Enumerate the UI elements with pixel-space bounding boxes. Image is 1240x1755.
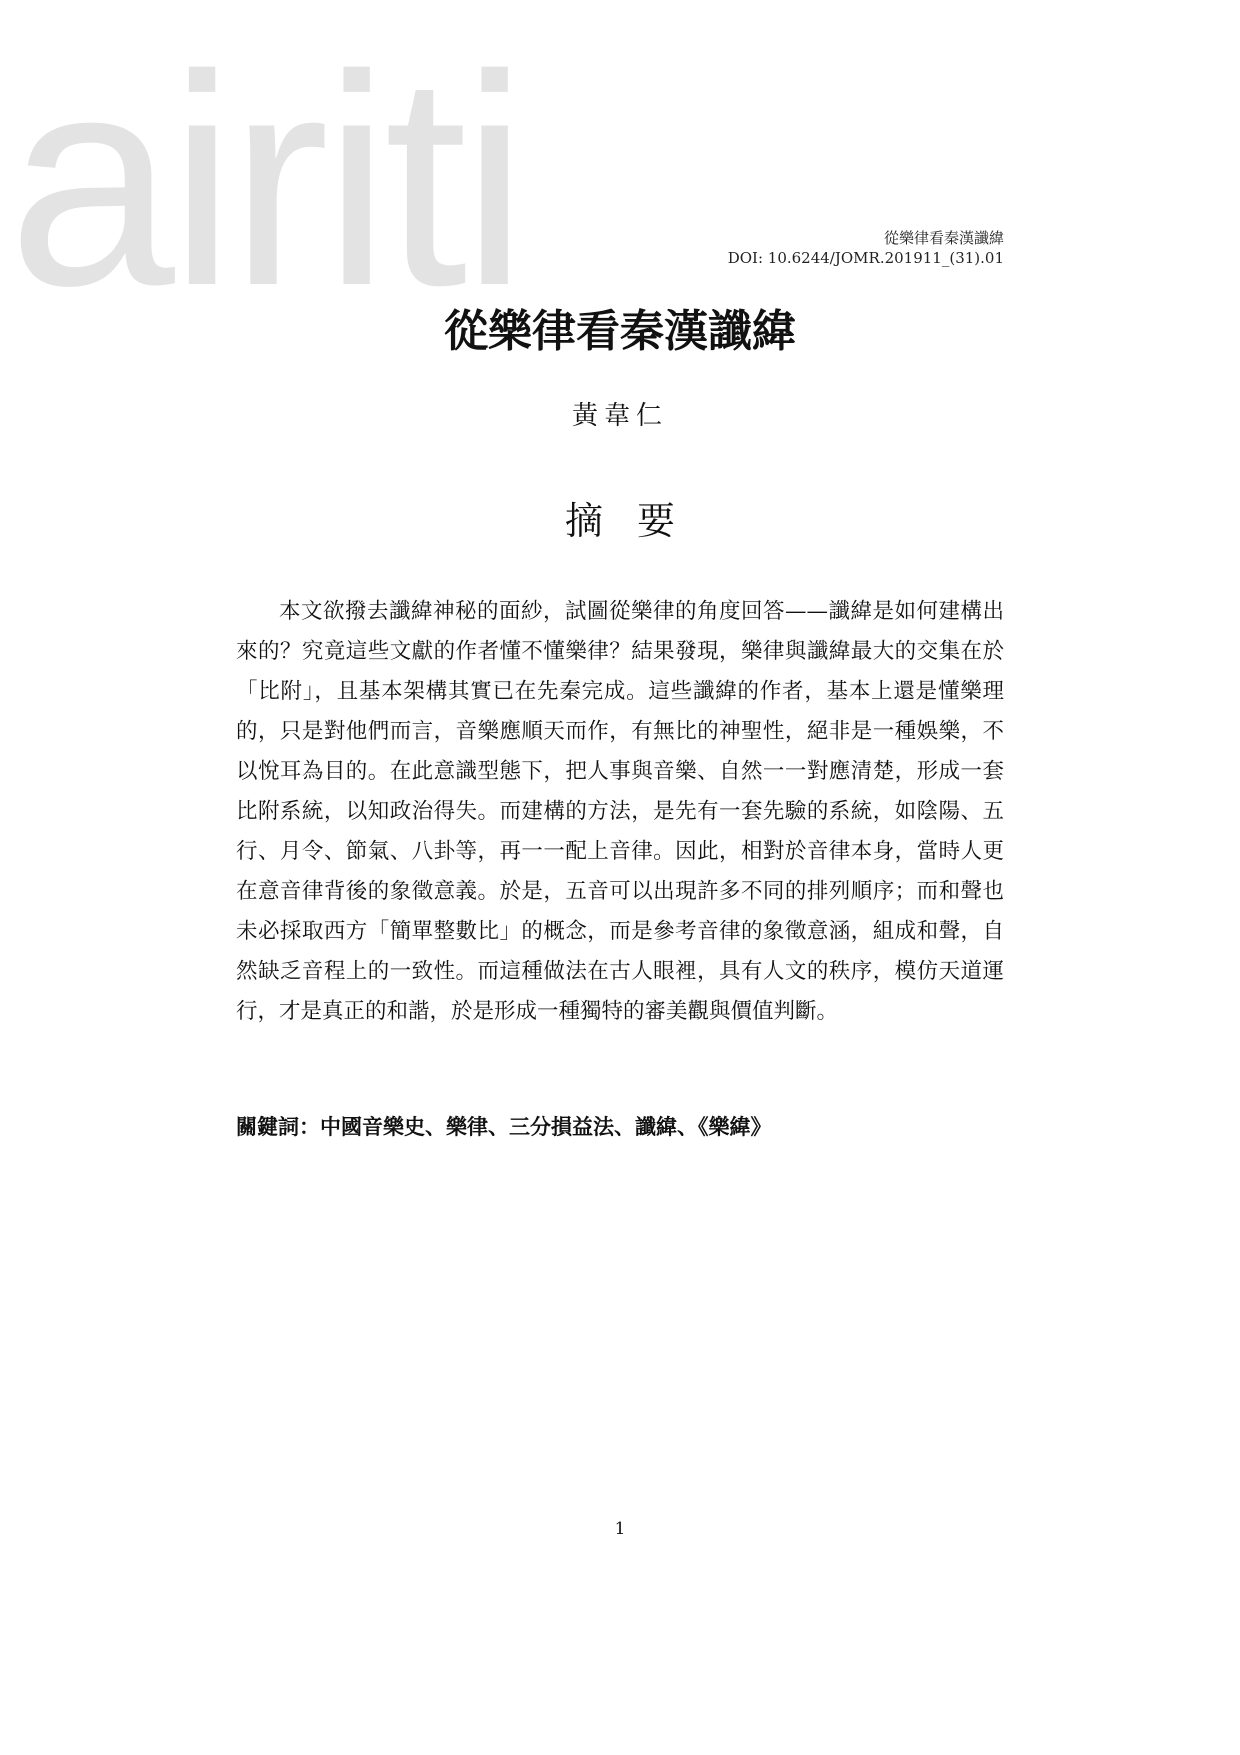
running-head-title: 從樂律看秦漢讖緯	[883, 229, 1004, 247]
page-number: 1	[614, 1519, 626, 1539]
abstract-body: 本文欲撥去讖緯神秘的面紗，試圖從樂律的角度回答——讖緯是如何建構出來的？究竟這些文獻的作者懂不懂樂律？結果發現，樂律與讖緯最大的交集在於「比附」，且基本架構其實已在先秦完成。這些讖緯的作者，基本上還是懂樂理的，只是對他們而言，音樂應順天而作，有無比的神聖性，絕非是一種娛樂，不以悅耳為目的。在此意識型態下，把人事與音樂、自然一一對應清楚，形成一套比附系統，以知政治得失。而建構的方法，是先有一套先驗的系統，如陰陽、五行、月令、節氣、八卦等，再一一配上音律。因此，相對於音律本身，當時人更在意音律背後的象徵意義。於是，五音可以出現許多不同的排列順序；而和聲也未必採取西方「簡單整數比」的概念，而是參考音律的象徵意涵，組成和聲，自然缺乏音程上的一致性。而這種做法在古人眼裡，具有人文的秩序，模仿天道運行，才是真正的和諧，於是形成一種獨特的審美觀與價值判斷。	[236, 599, 1004, 1024]
running-head	[728, 228, 1004, 268]
author-name: 黃韋仁	[571, 401, 668, 431]
doi-text: DOI: 10.6244/JOMR.201911_(31).01	[727, 249, 1004, 267]
watermark-logo: airiti	[8, 12, 523, 348]
paper-title: 從樂律看秦漢讖緯	[444, 306, 796, 357]
keywords-line: 關鍵詞：中國音樂史、樂律、三分損益法、讖緯、《樂緯》	[236, 1115, 772, 1139]
abstract-heading: 摘要	[564, 499, 709, 543]
